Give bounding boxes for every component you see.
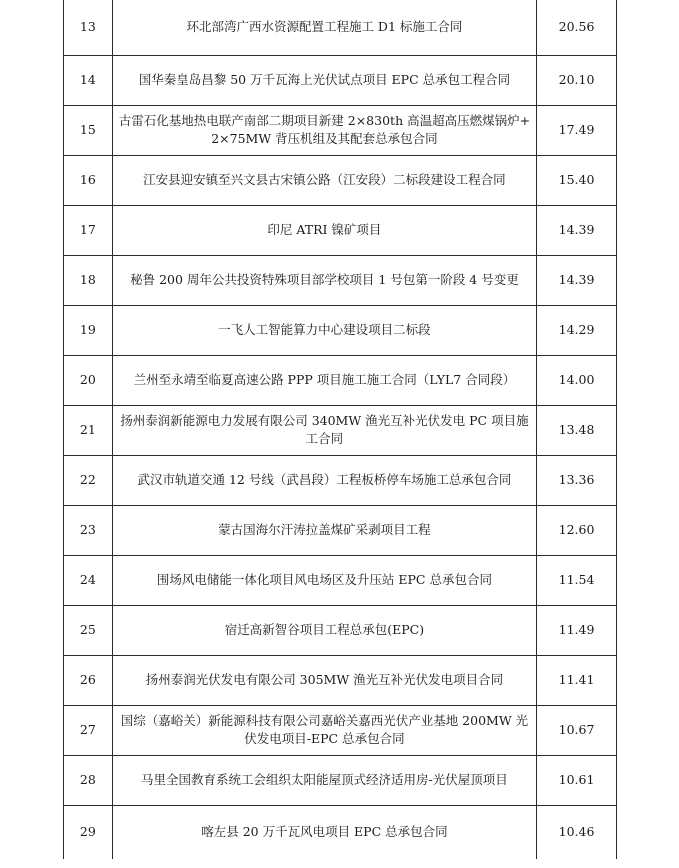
table-row [64, 355, 617, 405]
contract-amount: 14.29 [537, 305, 617, 355]
table-row [64, 255, 617, 305]
contracts-table [63, 0, 617, 859]
contract-amount: 10.61 [537, 755, 617, 805]
row-number: 22 [64, 455, 113, 505]
project-name: 武汉市轨道交通 12 号线（武昌段）工程板桥停车场施工总承包合同 [112, 455, 536, 505]
table-row [64, 705, 617, 755]
row-number: 26 [64, 655, 113, 705]
contract-amount: 20.56 [537, 0, 617, 55]
contract-amount: 14.39 [537, 255, 617, 305]
table-row [64, 555, 617, 605]
row-number: 18 [64, 255, 113, 305]
project-name: 一飞人工智能算力中心建设项目二标段 [112, 305, 536, 355]
contract-amount: 11.49 [537, 605, 617, 655]
table-row [64, 805, 617, 859]
row-number: 14 [64, 55, 113, 105]
row-number: 17 [64, 205, 113, 255]
row-number: 29 [64, 805, 113, 859]
row-number: 21 [64, 405, 113, 455]
project-name: 秘鲁 200 周年公共投资特殊项目部学校项目 1 号包第一阶段 4 号变更 [112, 255, 536, 305]
project-name: 扬州泰润新能源电力发展有限公司 340MW 渔光互补光伏发电 PC 项目施工合同 [112, 405, 536, 455]
table-row [64, 0, 617, 55]
table-row [64, 605, 617, 655]
project-name: 古雷石化基地热电联产南部二期项目新建 2×830th 高温超高压燃煤锅炉+2×75MW 背压机组及其配套总承包合同 [112, 105, 536, 155]
project-name: 围场风电储能一体化项目风电场区及升压站 EPC 总承包合同 [112, 555, 536, 605]
project-name: 宿迁高新智谷项目工程总承包(EPC) [112, 605, 536, 655]
table-row [64, 755, 617, 805]
row-number: 27 [64, 705, 113, 755]
project-name: 国华秦皇岛昌黎 50 万千瓦海上光伏试点项目 EPC 总承包工程合同 [112, 55, 536, 105]
row-number: 24 [64, 555, 113, 605]
contract-amount: 10.67 [537, 705, 617, 755]
table-row [64, 305, 617, 355]
project-name: 扬州泰润光伏发电有限公司 305MW 渔光互补光伏发电项目合同 [112, 655, 536, 705]
table-row [64, 55, 617, 105]
contract-amount: 15.40 [537, 155, 617, 205]
contract-amount: 14.39 [537, 205, 617, 255]
project-name: 马里全国教育系统工会组织太阳能屋顶式经济适用房-光伏屋顶项目 [112, 755, 536, 805]
row-number: 15 [64, 105, 113, 155]
contract-amount: 11.41 [537, 655, 617, 705]
project-name: 印尼 ATRI 镍矿项目 [112, 205, 536, 255]
row-number: 13 [64, 0, 113, 55]
row-number: 23 [64, 505, 113, 555]
table-row [64, 455, 617, 505]
row-number: 20 [64, 355, 113, 405]
project-name: 喀左县 20 万千瓦风电项目 EPC 总承包合同 [112, 805, 536, 859]
contract-amount: 11.54 [537, 555, 617, 605]
row-number: 16 [64, 155, 113, 205]
contract-amount: 13.48 [537, 405, 617, 455]
row-number: 19 [64, 305, 113, 355]
contract-amount: 14.00 [537, 355, 617, 405]
project-name: 江安县迎安镇至兴文县古宋镇公路（江安段）二标段建设工程合同 [112, 155, 536, 205]
contract-amount: 12.60 [537, 505, 617, 555]
contract-amount: 17.49 [537, 105, 617, 155]
row-number: 25 [64, 605, 113, 655]
table-row [64, 205, 617, 255]
project-name: 国综（嘉峪关）新能源科技有限公司嘉峪关嘉西光伏产业基地 200MW 光伏发电项目-EPC 总承包合同 [112, 705, 536, 755]
project-name: 兰州至永靖至临夏高速公路 PPP 项目施工施工合同（LYL7 合同段） [112, 355, 536, 405]
project-name: 环北部湾广西水资源配置工程施工 D1 标施工合同 [112, 0, 536, 55]
contract-amount: 13.36 [537, 455, 617, 505]
table-row [64, 505, 617, 555]
table-row [64, 655, 617, 705]
project-name: 蒙古国海尔汗涛拉盖煤矿采剥项目工程 [112, 505, 536, 555]
table-row [64, 105, 617, 155]
contract-amount: 10.46 [537, 805, 617, 859]
table-row [64, 405, 617, 455]
table-row [64, 155, 617, 205]
contract-amount: 20.10 [537, 55, 617, 105]
row-number: 28 [64, 755, 113, 805]
